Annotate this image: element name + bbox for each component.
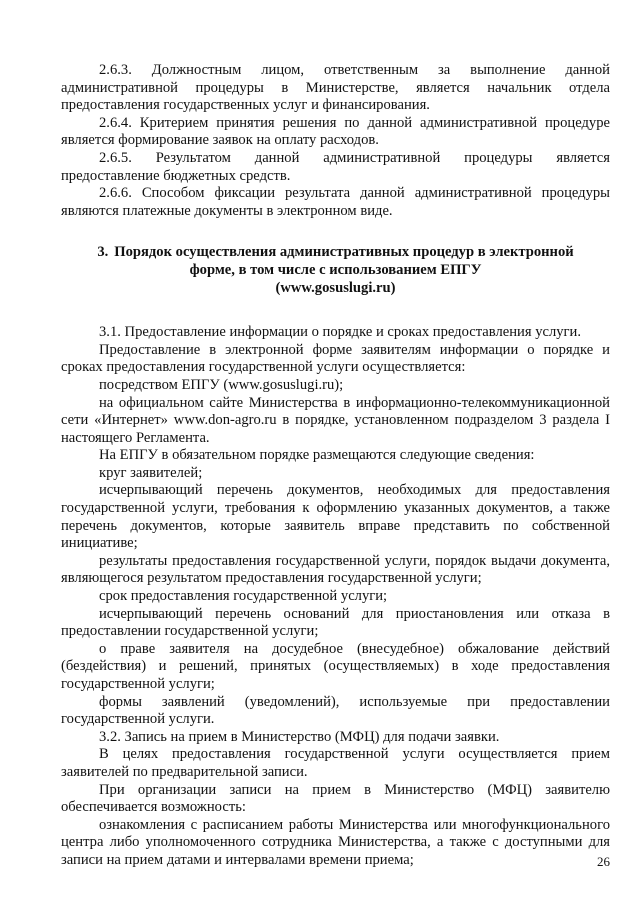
paragraph-3-1-intro: Предоставление в электронной форме заявителям информации о порядке и сроках предоставления государственной услуги осуществляется: [61,341,610,376]
list-item-results: результаты предоставления государственной услуги, порядок выдачи документа, являющегося результатом предоставления государственной услуги; [61,552,610,587]
section-3-title-part-1: Порядок осуществления административных процедур в электронной [114,244,574,261]
section-3-title-part-2: форме, в том числе с использованием ЕПГУ [189,261,482,278]
paragraph-epgu-info: На ЕПГУ в обязательном порядке размещаются следующие сведения: [99,447,535,464]
section-3-title-part-3: (www.gosuslugi.ru) [275,279,396,296]
list-item-appeal-right: о праве заявителя на досудебное (внесудебное) обжалование действий (бездействия) и решений, принятых (осуществляемых) в ходе предоставления государственной услуги; [61,640,610,692]
list-item-schedule: ознакомления с расписанием работы Министерства или многофункционального центра либо уполномоченного сотрудника Министерства, а также с доступными для записи на прием датами и интервалами времени приема; [61,816,610,868]
section-3-heading-line-1 [61,244,610,262]
list-item-applicants: круг заявителей; [99,464,203,481]
paragraph-2-6-6: 2.6.6. Способом фиксации результата данной административной процедуры являются платежные документы в электронном виде. [61,185,610,219]
paragraph-2-6-5: 2.6.5. Результатом данной административной процедуры является предоставление бюджетных средств. [61,149,610,184]
paragraph-3-2: 3.2. Запись на прием в Министерство (МФЦ) для подачи заявки. [99,728,500,745]
section-3-heading [61,244,610,297]
paragraph-pre-registration: В целях предоставления государственной услуги осуществляется прием заявителей по предварительной записи. [61,746,610,780]
page-number: 26 [597,854,610,869]
list-item-epgu: посредством ЕПГУ (www.gosuslugi.ru); [99,376,344,393]
list-item-term: срок предоставления государственной услуги; [99,588,388,605]
paragraph-3-1: 3.1. Предоставление информации о порядке и сроках предоставления услуги. [99,324,581,341]
paragraph-2-6-3: 2.6.3. Должностным лицом, ответственным за выполнение данной административной процедуры в Министерстве, является начальник отдела предоставления государственных услуг и финансирования. [61,62,610,114]
list-item-official-site: на официальном сайте Министерства в информационно-телекоммуникационной сети «Интернет» www.don-agro.ru в порядке, установленном подразделом 3 раздела I настоящего Регламента. [61,394,610,446]
list-item-forms: формы заявлений (уведомлений), используемые при предоставлении государственной услуги. [61,693,610,728]
list-item-grounds: исчерпывающий перечень оснований для приостановления или отказа в предоставлении государственной услуги; [61,605,610,640]
page-content [61,62,610,870]
paragraph-2-6-4: 2.6.4. Критерием принятия решения по данной административной процедуре является формирование заявок на оплату расходов. [61,114,610,149]
list-item-documents: исчерпывающий перечень документов, необходимых для предоставления государственной услуги, требования к оформлению указанных документов, а также перечень документов, которые заявитель вправе представить по собственной инициативе; [61,482,610,552]
paragraph-registration-possibility: При организации записи на прием в Министерство (МФЦ) заявителю обеспечивается возможность: [61,781,610,816]
section-3-number: 3. [97,244,109,261]
